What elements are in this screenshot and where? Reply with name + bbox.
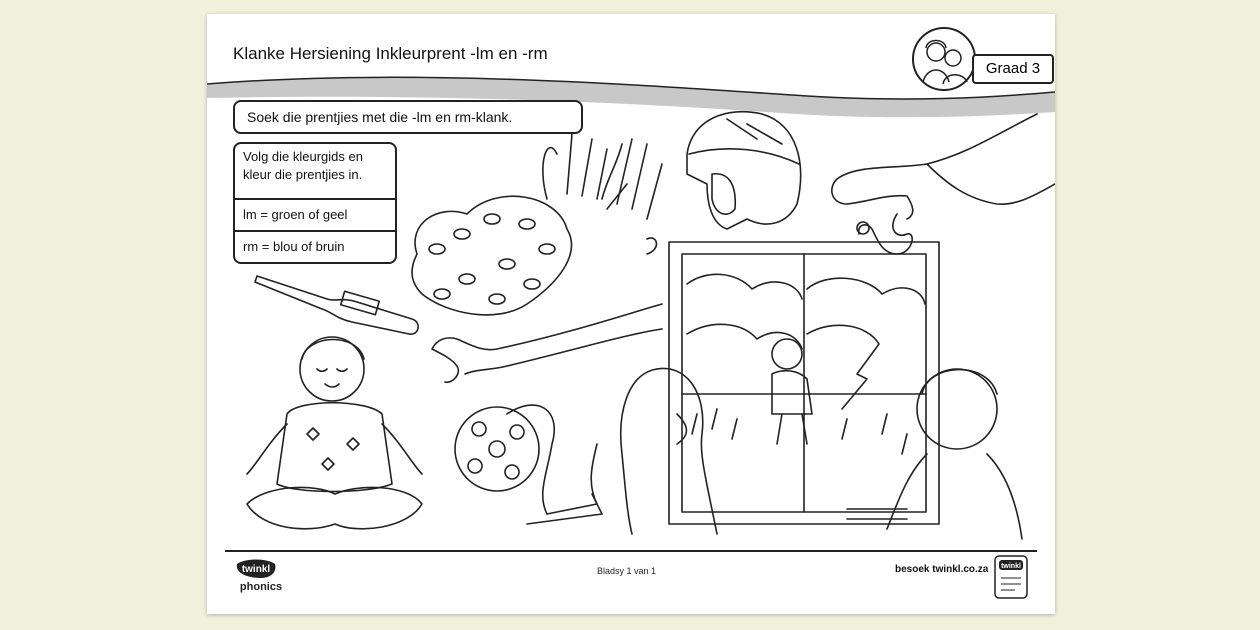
worksheet-page (207, 14, 1055, 614)
footer-divider (225, 550, 1037, 552)
colour-guide-row-lm: lm = groen of geel (235, 198, 395, 230)
logo-top-text: twinkl (241, 564, 271, 575)
bee-swarm-picture (412, 134, 662, 315)
film-reel-picture (455, 405, 602, 524)
colouring-pictures (207, 14, 1055, 614)
page-number: Bladsy 1 van 1 (597, 566, 657, 576)
helmet-picture (687, 112, 801, 229)
arm-picture (432, 304, 662, 382)
worksheet-title: Klanke Hersiening Inkleurprent -lm en -rm (233, 44, 548, 63)
instruction-box: Soek die prentjies met die -lm en rm-klank. (233, 100, 583, 134)
colour-guide-row-rm: rm = blou of bruin (235, 230, 395, 262)
grade-badge: Graad 3 (972, 54, 1054, 84)
logo-bottom-text: phonics (239, 581, 283, 593)
meditating-child-picture (247, 337, 422, 529)
colour-guide-intro: Volg die kleurgids en kleur die prentjies in. (243, 149, 363, 182)
website-link[interactable]: besoek twinkl.co.za (895, 564, 989, 575)
storm-window-picture (621, 242, 1022, 539)
hand-with-worm-picture (832, 114, 1055, 254)
badge-text: twinkl (1001, 563, 1021, 570)
twinkl-phonics-logo (231, 556, 291, 606)
quality-badge-icon (993, 554, 1029, 600)
thermometer-picture (255, 276, 418, 334)
